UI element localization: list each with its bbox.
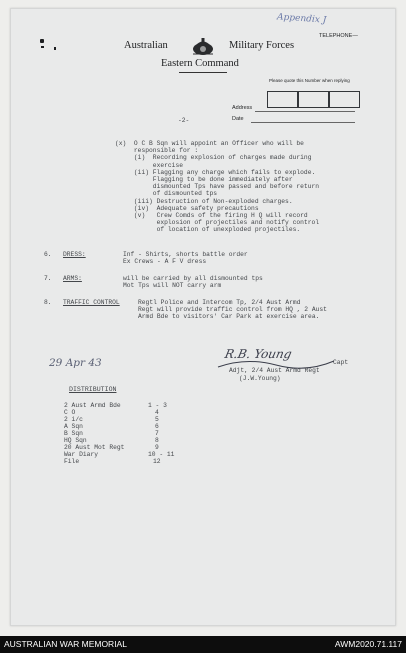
distribution-copies: 6 (155, 423, 159, 430)
punch-hole-mark (40, 39, 44, 43)
page-number: -2- (178, 117, 190, 124)
handwritten-date: 29 Apr 43 (49, 357, 102, 369)
item-x-line: (iii) Destruction of Non-exploded charges. (115, 197, 293, 205)
item-number: 7. (44, 275, 52, 282)
item-x-line: (v) Crew Comds of the firing H Q will record (115, 212, 308, 220)
item-text-line: Regt will provide traffic control from HQ , 2 Aust (138, 306, 327, 313)
command-underline (179, 72, 227, 73)
distribution-recipient: HQ Sqn (64, 437, 87, 444)
quote-number-note: Please quote this Number when replying (269, 78, 350, 83)
item-text-line: Ex Crews - A F V dress (123, 258, 207, 265)
item-x-block (115, 140, 319, 234)
distribution-recipient: A Sqn (64, 423, 83, 430)
distribution-recipient: 2 Aust Armd Bde (64, 402, 121, 409)
item-heading: TRAFFIC CONTROL (63, 299, 120, 306)
address-line (255, 111, 355, 112)
command-name: Eastern Command (161, 58, 239, 69)
distribution-copies: 5 (155, 416, 159, 423)
date-label: Date (232, 116, 244, 122)
item-number: 6. (44, 251, 52, 258)
distribution-copies: 1 - 3 (148, 402, 167, 409)
date-line (251, 122, 355, 123)
item-text-line: Inf - Shirts, shorts battle order (123, 251, 248, 258)
signature-script: R.B. Young (223, 347, 294, 361)
footer-accession-number: AWM2020.71.117 (334, 639, 402, 649)
distribution-copies: 8 (155, 437, 159, 444)
item-text-line: will be carried by all dismounted tps (123, 275, 263, 282)
reference-box (298, 91, 329, 108)
distribution-copies: 9 (155, 444, 159, 451)
distribution-recipient: File (64, 458, 80, 465)
telephone-label: TELEPHONE— (319, 33, 358, 39)
distribution-recipient: 20 Aust Mot Regt (64, 444, 125, 451)
punch-hole-mark (54, 47, 56, 50)
org-name-left: Australian (124, 40, 168, 51)
item-x-line: (x) O C B Sqn will appoint an Officer who will be (115, 140, 304, 147)
distribution-copies: 7 (155, 430, 159, 437)
distribution-heading: DISTRIBUTION (69, 386, 117, 393)
item-x-line: (iv) Adequate safety precautions (115, 204, 259, 212)
item-x-line: dismounted Tps have passed and before return (115, 183, 320, 191)
item-x-line: of location of unexploded projectiles. (115, 226, 301, 234)
crest-icon (191, 36, 215, 56)
punch-hole-mark (41, 46, 44, 48)
footer-institution: AUSTRALIAN WAR MEMORIAL (4, 639, 127, 649)
document-page (10, 8, 396, 626)
pencil-annotation: Appendix J (276, 12, 327, 26)
reference-box (267, 91, 298, 108)
address-label: Address (232, 105, 253, 111)
item-x-line: explosion of projectiles and notify control (115, 219, 320, 227)
item-number: 8. (44, 299, 52, 306)
item-x-line: of dismounted tps (115, 190, 218, 198)
item-x-line: (ii) Flagging any charge which fails to explode. (115, 168, 316, 176)
item-text-line: Regtl Police and Intercom Tp, 2/4 Aust Armd (138, 299, 301, 306)
item-x-line: (i) Recording explosion of charges made during (115, 154, 312, 162)
item-heading: ARMS: (63, 275, 82, 282)
distribution-recipient: 2 i/c (64, 416, 83, 423)
item-text-line: Mot Tps will NOT carry arm (123, 282, 222, 289)
org-name-right: Military Forces (229, 40, 295, 51)
item-text-line: Armd Bde to visitors' Car Park at exercise area. (138, 313, 320, 320)
reference-box (329, 91, 360, 108)
signature-name: (J.W.Young) (239, 375, 281, 382)
item-x-line: Flagging to be done immediately after (115, 176, 293, 184)
item-x-line: exercise (115, 161, 184, 169)
item-x-line: responsible for : (115, 147, 199, 155)
distribution-recipient: B Sqn (64, 430, 83, 437)
distribution-copies: 10 - 11 (148, 451, 175, 458)
signature-title: Adjt, 2/4 Aust Armd Regt (229, 367, 320, 374)
distribution-recipient: C O (64, 409, 76, 416)
footer-bar (0, 636, 406, 653)
distribution-copies: 12 (153, 458, 161, 465)
distribution-copies: 4 (155, 409, 159, 416)
distribution-recipient: War Diary (64, 451, 99, 458)
signature-rank: Capt (333, 359, 349, 366)
item-heading: DRESS: (63, 251, 86, 258)
